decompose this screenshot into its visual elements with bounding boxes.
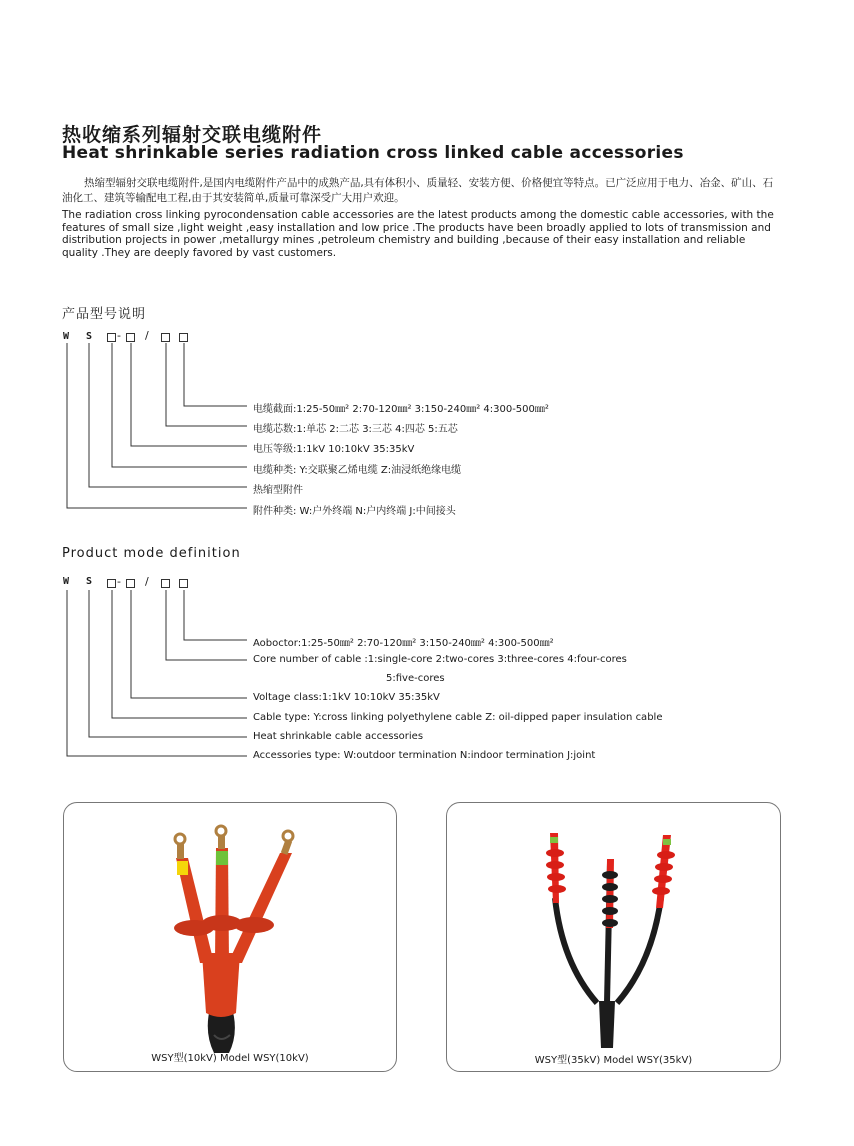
definition-cable-type: 电缆种类: Y:交联聚乙烯电缆 Z:油浸纸绝缘电缆 [253, 465, 462, 476]
code-slash: / [145, 329, 149, 342]
definition-cable-type: Cable type: Y:cross linking polyethylene cable Z: oil-dipped paper insulation cable [253, 712, 663, 723]
definition-voltage: Voltage class:1:1kV 10:10kV 35:35kV [253, 692, 440, 703]
definition-heat-shrink: Heat shrinkable cable accessories [253, 731, 424, 742]
code-dash: - [117, 329, 121, 342]
code-letter-w: W [63, 331, 70, 342]
code-box [107, 579, 116, 588]
section-title-cn: 产品型号说明 [62, 307, 147, 322]
definition-voltage: 电压等级:1:1kV 10:10kV 35:35kV [253, 444, 415, 455]
product-caption-10kv: WSY型(10kV) Model WSY(10kV) [151, 1053, 309, 1064]
page-title-cn: 热收缩系列辐射交联电缆附件 [62, 124, 323, 146]
definition-heat-shrink: 热缩型附件 [253, 485, 303, 496]
section-title-en: Product mode definition [62, 546, 241, 561]
code-letter-s: S [86, 331, 93, 342]
product-caption-35kv: WSY型(35kV) Model WSY(35kV) [534, 1055, 693, 1066]
definition-cross-section: 电缆截面:1:25-50㎜² 2:70-120㎜² 3:150-240㎜² 4:300-500㎜² [253, 404, 549, 415]
code-dash: - [117, 575, 121, 588]
page-title-en: Heat shrinkable series radiation cross linked cable accessories [62, 143, 684, 163]
definition-core-number-cont: 5:five-cores [386, 673, 445, 684]
code-box [161, 579, 170, 588]
code-slash: / [145, 575, 149, 588]
definition-accessory-type: 附件种类: W:户外终端 N:户内终端 J:中间接头 [253, 506, 456, 517]
code-letter-s: S [86, 576, 93, 587]
definition-core-number: Core number of cable :1:single-core 2:two-cores 3:three-cores 4:four-cores [253, 654, 627, 665]
intro-paragraph-cn: 热缩型辐射交联电缆附件,是国内电缆附件产品中的成熟产品,具有体积小、质量轻、安装方便、价格便宜等特点。已广泛应用于电力、冶金、矿山、石油化工、建筑等输配电工程,由于其安装简单,质量可靠深受广大用户欢迎。 [62, 177, 774, 204]
definition-core-number: 电缆芯数:1:单芯 2:二芯 3:三芯 4:四芯 5:五芯 [253, 424, 458, 435]
definition-accessory-type: Accessories type: W:outdoor termination N:indoor termination J:joint [253, 750, 596, 761]
cable-termination-10kv-image [64, 803, 396, 1071]
definition-conductor: Aoboctor:1:25-50㎜² 2:70-120㎜² 3:150-240㎜² 4:300-500㎜² [253, 638, 554, 649]
cable-termination-35kv-image [447, 803, 780, 1071]
code-letter-w: W [63, 576, 70, 587]
code-box [179, 579, 188, 588]
product-card-35kv [446, 802, 781, 1072]
intro-paragraph-en: The radiation cross linking pyrocondensation cable accessories are the latest products among the domestic cable accessories, with the features of small size ,light weight ,easy installation and low price .The products have been broadly applied to lots of transmission and distribution projects in power ,metallurgy mines ,petroleum chemistry and building ,because of their easy installation and reliable quality .They are deeply favored by vast customers. [62, 209, 774, 259]
product-card-10kv [63, 802, 397, 1072]
code-box [126, 579, 135, 588]
